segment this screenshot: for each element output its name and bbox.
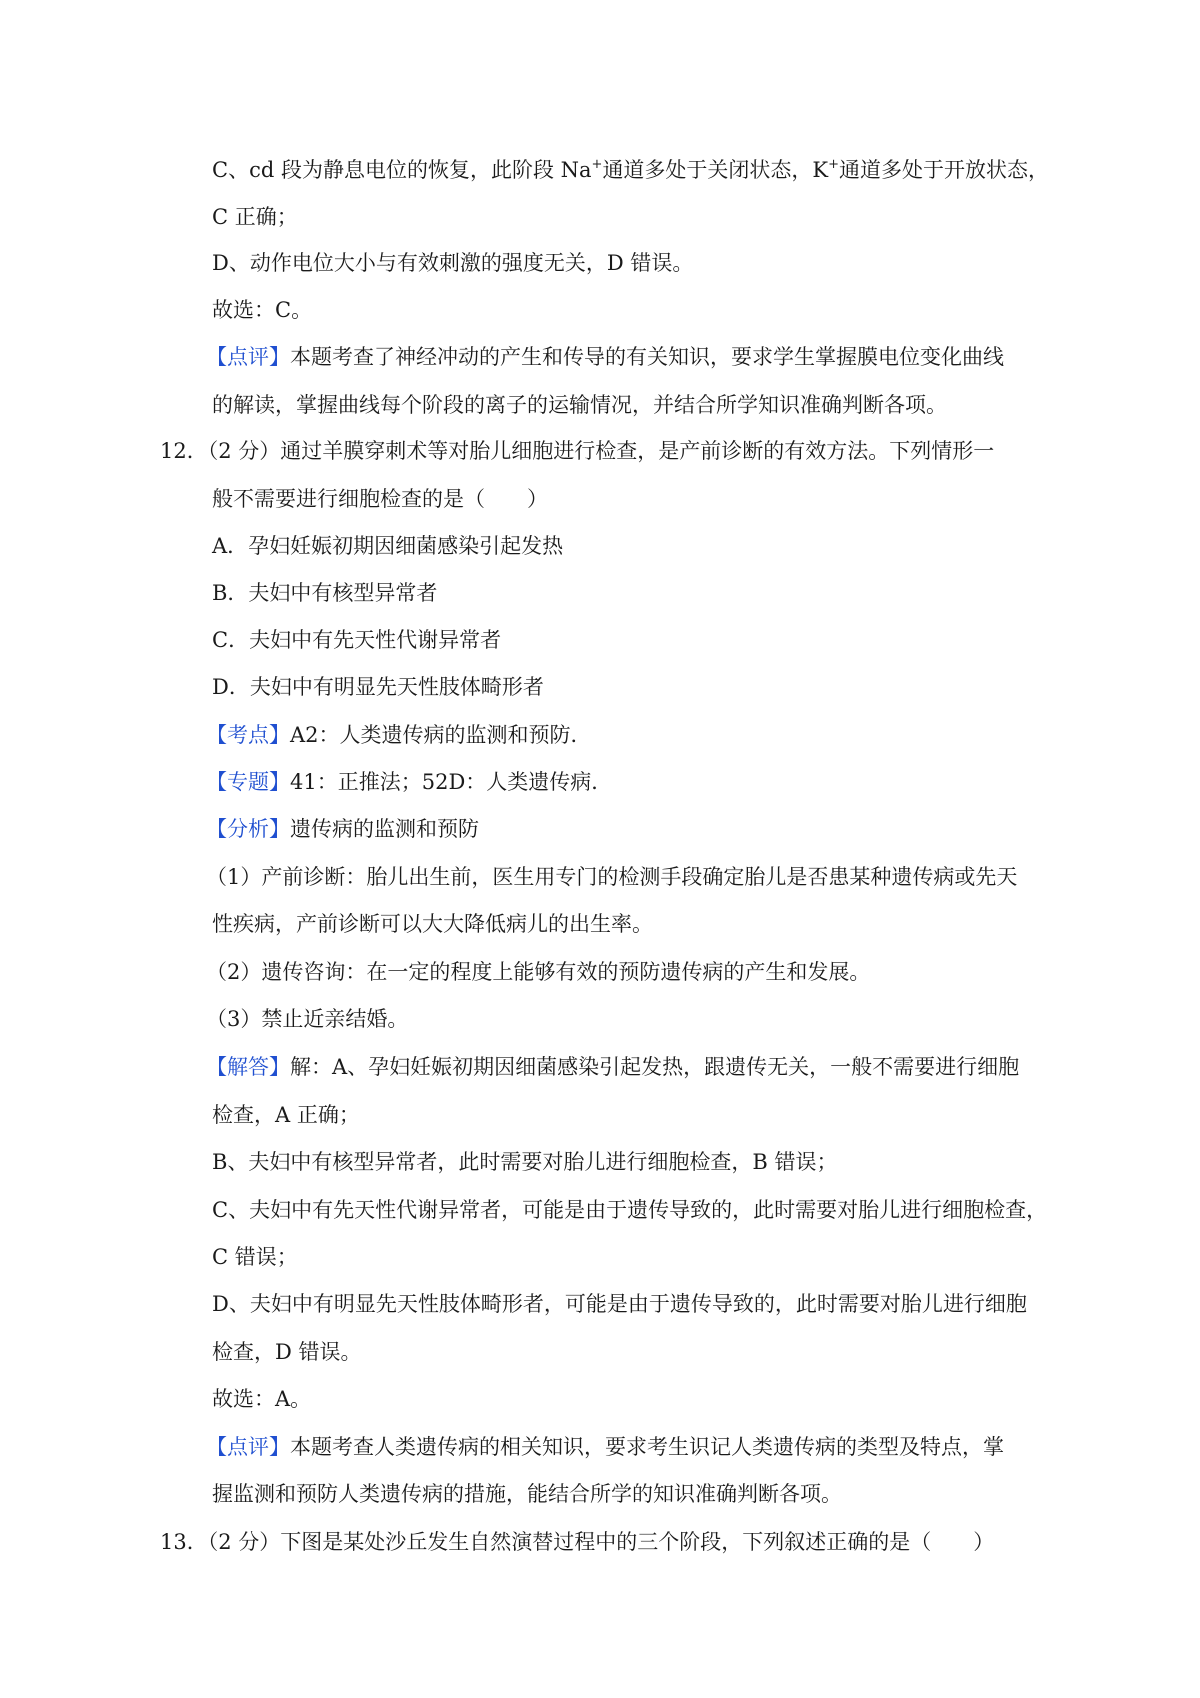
- q12-zhuanti: [206, 767, 612, 797]
- q12-stem-line-1: 12．（2 分）通过羊膜穿刺术等对胎儿细胞进行检查，是产前诊断的有效方法。下列情形一: [160, 439, 995, 463]
- q12-answer: 故选：A。: [212, 1387, 312, 1411]
- q12-jieda-d-line-1: D、夫妇中有明显先天性肢体畸形者，可能是由于遗传导致的，此时需要对胎儿进行细胞: [212, 1292, 1027, 1316]
- q12-jieda-c-line-2: C 错误；: [212, 1245, 298, 1269]
- q12-option-d: D．夫妇中有明显先天性肢体畸形者: [212, 675, 544, 699]
- text-segment: A2：人类遗传病的监测和预防．: [290, 723, 592, 747]
- q12-option-c: C．夫妇中有先天性代谢异常者: [212, 628, 502, 652]
- section-tag-dianping: 【点评】: [206, 1435, 290, 1459]
- text-segment: 遗传病的监测和预防: [290, 817, 479, 841]
- q11-option-d-explanation: D、动作电位大小与有效刺激的强度无关，D 错误。: [212, 251, 694, 275]
- q12-fenxi: [206, 814, 479, 844]
- q12-fenxi-point-1a: （1）产前诊断：胎儿出生前，医生用专门的检测手段确定胎儿是否患某种遗传病或先天: [206, 865, 1018, 889]
- section-tag-kaodian: 【考点】: [206, 723, 290, 747]
- text-segment: 41：正推法；52D：人类遗传病．: [290, 770, 613, 794]
- text-segment: 解：A、孕妇妊娠初期因细菌感染引起发热，跟遗传无关，一般不需要进行细胞: [290, 1055, 1020, 1079]
- q13-stem: 13．（2 分）下图是某处沙丘发生自然演替过程中的三个阶段，下列叙述正确的是（ ）: [160, 1530, 995, 1554]
- text-segment: 本题考查人类遗传病的相关知识，要求考生识记人类遗传病的类型及特点，掌: [290, 1435, 1004, 1459]
- q12-fenxi-point-3: （3）禁止近亲结婚。: [206, 1007, 409, 1031]
- text-segment: 通道多处于关闭状态，K: [602, 158, 829, 182]
- q12-dianping-line-1: [206, 1432, 1004, 1462]
- section-tag-jieda: 【解答】: [206, 1055, 290, 1079]
- q11-answer: 故选：C。: [212, 298, 313, 322]
- q12-option-b: B．夫妇中有核型异常者: [212, 581, 438, 605]
- q12-kaodian: [206, 720, 592, 750]
- q12-stem-line-2: 般不需要进行细胞检查的是（ ）: [212, 487, 548, 511]
- q12-jieda-b: B、夫妇中有核型异常者，此时需要对胎儿进行细胞检查，B 错误；: [212, 1150, 838, 1174]
- q12-fenxi-point-2: （2）遗传咨询：在一定的程度上能够有效的预防遗传病的产生和发展。: [206, 960, 871, 984]
- q11-comment-line-1: [206, 342, 1004, 372]
- q11-option-c-explanation: [212, 155, 1049, 185]
- q12-jieda-a-line-1: [206, 1052, 1019, 1082]
- text-segment: 本题考查了神经冲动的产生和传导的有关知识，要求学生掌握膜电位变化曲线: [290, 345, 1004, 369]
- text-segment: 通道多处于开放状态，: [839, 158, 1050, 182]
- q12-jieda-d-line-2: 检查，D 错误。: [212, 1340, 362, 1364]
- q11-comment-line-2: 的解读，掌握曲线每个阶段的离子的运输情况，并结合所学知识准确判断各项。: [212, 393, 947, 417]
- text-segment: C、cd 段为静息电位的恢复，此阶段 Na: [212, 158, 592, 182]
- q12-jieda-c-line-1: C、夫妇中有先天性代谢异常者，可能是由于遗传导致的，此时需要对胎儿进行细胞检查，: [212, 1198, 1048, 1222]
- q11-option-c-cont: C 正确；: [212, 205, 298, 229]
- section-tag-fenxi: 【分析】: [206, 817, 290, 841]
- q12-fenxi-point-1b: 性疾病，产前诊断可以大大降低病儿的出生率。: [212, 912, 653, 936]
- q12-dianping-line-2: 握监测和预防人类遗传病的措施，能结合所学的知识准确判断各项。: [212, 1482, 842, 1506]
- section-tag-dianping: 【点评】: [206, 345, 290, 369]
- q12-option-a: A．孕妇妊娠初期因细菌感染引起发热: [212, 534, 564, 558]
- superscript-plus: +: [828, 157, 840, 172]
- superscript-plus: +: [591, 157, 603, 172]
- section-tag-zhuanti: 【专题】: [206, 770, 290, 794]
- q12-jieda-a-line-2: 检查，A 正确；: [212, 1103, 360, 1127]
